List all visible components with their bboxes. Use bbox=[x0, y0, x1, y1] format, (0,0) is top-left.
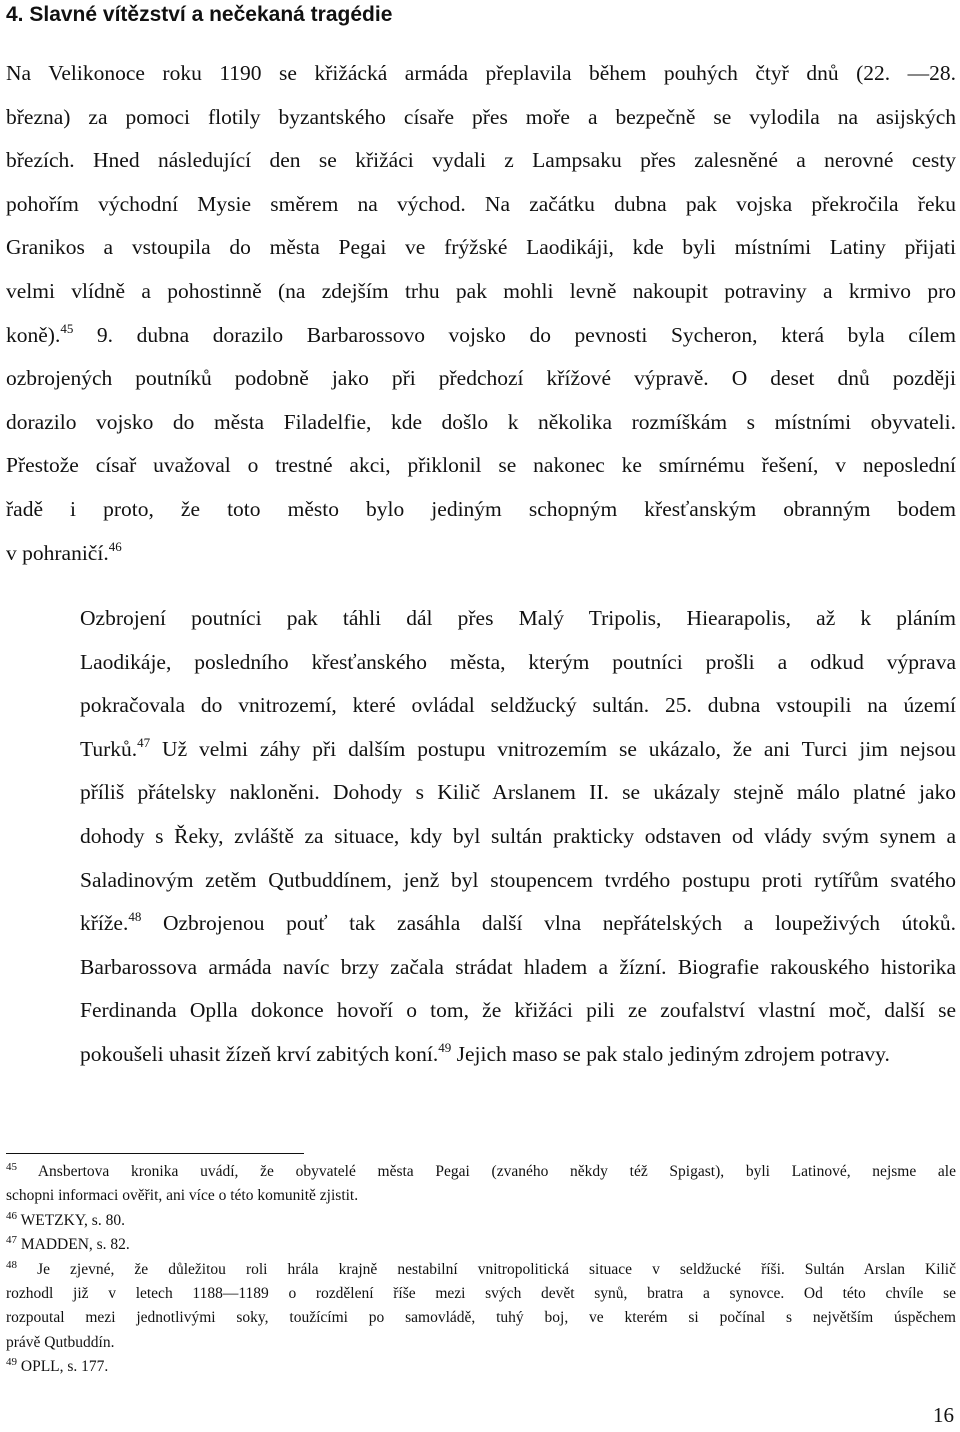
text-line: Ferdinanda Oplla dokonce hovoří o tom, že křižáci pili ze zoufalství vlastní moč, další se bbox=[80, 998, 956, 1023]
footnote-text: OPLL, s. 177. bbox=[20, 1358, 109, 1376]
footnote-text: MADDEN, s. 82. bbox=[20, 1236, 130, 1254]
footnote-number: 47 bbox=[6, 1234, 17, 1247]
text-fragment: Jejich maso se pak stalo jediným zdrojem potravy. bbox=[451, 1041, 890, 1066]
footnote-line bbox=[6, 1258, 956, 1282]
footnote-line: rozpoutal mezi jednotlivými soky, toužícími po samovládě, tuhý boj, ve kterém si počínal s největším úspěchem bbox=[6, 1309, 956, 1327]
text-line: příliš přátelsky nakloněni. Dohody s Kilič Arslanem II. se ukázaly stejně málo platné jako bbox=[80, 780, 956, 805]
footnote-number: 46 bbox=[6, 1209, 17, 1222]
text-line: pokračovala do vnitrozemí, které ovládal seldžucký sultán. 25. dubna vstoupili na území bbox=[80, 693, 956, 718]
text-line: Granikos a vstoupila do města Pegai ve frýžské Laodikáji, kde byli místními Latiny přijati bbox=[6, 235, 956, 260]
chapter-heading: 4. Slavné vítězství a nečekaná tragédie bbox=[6, 3, 393, 26]
footnote-line: právě Qutbuddín. bbox=[6, 1333, 115, 1351]
footnote-number: 49 bbox=[6, 1356, 17, 1369]
footnote-line bbox=[6, 1233, 956, 1257]
footnote-number: 48 bbox=[6, 1258, 17, 1271]
footnote-49 bbox=[6, 1355, 956, 1379]
footnote-ref-48[interactable]: 48 bbox=[128, 909, 142, 925]
text-fragment: Už velmi záhy při dalším postupu vnitrozemím se ukázalo, že ani Turci jim nejsou bbox=[150, 736, 956, 761]
text-line: dorazilo vojsko do města Filadelfie, kde došlo k několika rozmíškám s místními obyvateli. bbox=[6, 409, 956, 434]
footnote-line bbox=[6, 1160, 956, 1184]
text-line: velmi vlídně a pohostinně (na zdejším trhu pak mohli levně nakoupit potraviny a krmivo pro bbox=[6, 278, 956, 303]
footnote-ref-47[interactable]: 47 bbox=[137, 734, 151, 750]
footnote-ref-46[interactable]: 46 bbox=[108, 538, 122, 554]
text-line: dohody s Řeky, zvláště za situace, kdy byl sultán prakticky odstaven od vlády svým synem a bbox=[80, 823, 956, 848]
text-line: ozbrojených poutníků podobně jako při předchozí křížové výpravě. O deset dnů později bbox=[6, 366, 956, 391]
text-fragment: Turků. bbox=[80, 736, 138, 761]
text-line: Barbarossova armáda navíc brzy začala strádat hladem a žízní. Biografie rakouského historika bbox=[80, 954, 956, 979]
text-line: řadě i proto, že toto město bylo jediným schopným křesťanským obranným bodem bbox=[6, 496, 956, 521]
footnote-number: 45 bbox=[6, 1161, 17, 1173]
footnote-text: WETZKY, s. 80. bbox=[20, 1211, 125, 1229]
footnotes bbox=[6, 1160, 956, 1380]
text-line: Přestože císař uvažoval o trestné akci, přiklonil se nakonec ke smírnému řešení, v neposlední bbox=[6, 453, 956, 478]
text-line: Laodikáje, posledního křesťanského města, kterým poutníci prošli a odkud výprava bbox=[80, 649, 956, 674]
text-line: Ozbrojení poutníci pak táhli dál přes Malý Tripolis, Hiearapolis, až k pláním bbox=[80, 606, 956, 630]
footnote-47 bbox=[6, 1233, 956, 1257]
paragraph-1 bbox=[6, 52, 956, 575]
footnote-ref-49[interactable]: 49 bbox=[438, 1039, 452, 1055]
footnote-text: Je zjevné, že důležitou roli hrála krajně nestabilní vnitropolitická situace v seldžucké říši. Sultán Arslan Kilič bbox=[37, 1260, 956, 1278]
footnote-text: Ansbertova kronika uvádí, že obyvatelé města Pegai (zvaného někdy též Spigast), byli Latinové, nejsme ale bbox=[37, 1163, 956, 1180]
text-line: březích. Hned následující den se křižáci vydali z Lampsaku přes zalesněné a nerovné cesty bbox=[6, 148, 956, 173]
text-fragment: v pohraničí. bbox=[6, 540, 109, 565]
text-line bbox=[6, 1033, 956, 1077]
footnote-separator bbox=[6, 1153, 304, 1154]
footnote-45 bbox=[6, 1160, 956, 1209]
text-line: pohořím východní Mysie směrem na východ. Na začátku dubna pak vojska překročila řeku bbox=[6, 191, 956, 216]
text-fragment: 9. dubna dorazilo Barbarossovo vojsko do pevnosti Sycheron, která byla cílem bbox=[73, 322, 956, 347]
text-line bbox=[6, 532, 956, 576]
footnote-line bbox=[6, 1355, 956, 1379]
page-number: 16 bbox=[933, 1403, 954, 1427]
paragraph-2 bbox=[6, 597, 956, 1077]
footnote-line bbox=[6, 1209, 956, 1233]
text-fragment: koně). bbox=[6, 322, 61, 347]
text-fragment: kříže. bbox=[80, 911, 129, 936]
text-line bbox=[6, 902, 956, 946]
footnote-line: schopni informaci ověřit, ani více o této komunitě zjistit. bbox=[6, 1187, 359, 1205]
text-line bbox=[6, 314, 956, 358]
footnote-line: rozhodl již v letech 1188―1189 o rozdělení říše mezi svých devět synů, bratra a synovce. Od této chvíle se bbox=[6, 1285, 956, 1303]
footnote-46 bbox=[6, 1209, 956, 1233]
text-line: Na Velikonoce roku 1190 se křižácká armáda přeplavila během pouhých čtyř dnů (22. ―28. bbox=[6, 61, 956, 85]
footnote-48 bbox=[6, 1258, 956, 1356]
text-fragment: pokoušeli uhasit žízeň krví zabitých koní. bbox=[80, 1041, 439, 1066]
text-fragment: Ozbrojenou pouť tak zasáhla další vlna nepřátelských a loupeživých útoků. bbox=[141, 911, 956, 936]
text-line: Saladinovým zetěm Qutbuddínem, jenž byl stoupencem tvrdého postupu proti rytířům svatého bbox=[80, 867, 956, 892]
text-line bbox=[6, 728, 956, 772]
footnote-ref-45[interactable]: 45 bbox=[60, 320, 74, 336]
text-line: března) za pomoci flotily byzantského císaře přes moře a bezpečně se vylodila na asijských bbox=[6, 104, 956, 129]
